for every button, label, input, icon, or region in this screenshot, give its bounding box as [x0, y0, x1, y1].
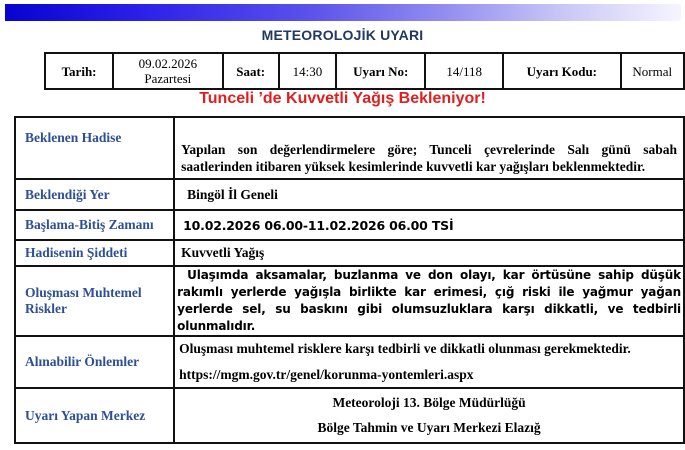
detail-row-beklendigi-yer [15, 179, 684, 210]
row-value-uyari-yapan-merkez [174, 388, 684, 443]
info-value-tarih: 09.02.2026 Pazartesi [113, 53, 222, 89]
info-label-uyari-no: Uyarı No: [336, 53, 425, 89]
info-label-saat: Saat: [223, 53, 279, 89]
row-label-olusmasi-muhtemel-riskler: Oluşması Muhtemel Riskler [15, 266, 174, 336]
row-value-beklenen-hadise: Yapılan son değerlendirmelere göre; Tunceli çevrelerinde Salı günü sabah saatlerinden itibaren yüksek kesimlerinde kuvvetli kar yağışları beklenmektedir. [174, 117, 684, 179]
row-label-alinabilir-onlemler: Alınabilir Önlemler [15, 336, 174, 388]
row-value-alinabilir-onlemler [174, 336, 684, 388]
info-table [44, 52, 685, 90]
row-value-olusmasi-muhtemel-riskler: Ulaşımda aksamalar, buzlanma ve don olayı, kar örtüsüne sahip düşük rakımlı yerlerde yağışla birlikte kar erimesi, çığ riski ile yağmur yağan yerlerde sel, su baskını gibi olumsuzluklara karşı dikkatli, ve tedbirli olunmalıdır. [174, 266, 684, 336]
info-value-saat: 14:30 [279, 53, 336, 89]
row-label-uyari-yapan-merkez: Uyarı Yapan Merkez [15, 388, 174, 443]
issuing-center-line1: Meteoroloji 13. Bölge Müdürlüğü [332, 395, 526, 410]
page-title: METEOROLOJİK UYARI [261, 27, 424, 43]
detail-row-olusmasi-muhtemel-riskler [15, 266, 684, 336]
info-value-uyari-kodu: Normal [621, 53, 684, 89]
info-value-uyari-no: 14/118 [425, 53, 503, 89]
row-label-hadisenin-siddeti: Hadisenin Şiddeti [15, 240, 174, 266]
row-label-baslama-bitis-zamani: Başlama-Bitiş Zamanı [15, 210, 174, 240]
detail-row-uyari-yapan-merkez [15, 388, 684, 443]
info-label-uyari-kodu: Uyarı Kodu: [503, 53, 620, 89]
row-value-hadisenin-siddeti: Kuvvetli Yağış [174, 240, 684, 266]
row-label-beklendigi-yer: Beklendiği Yer [15, 179, 174, 210]
issuing-center-line2: Bölge Tahmin ve Uyarı Merkezi Elazığ [317, 420, 541, 435]
precaution-text: Oluşması muhtemel risklere karşı tedbirli ve dikkatli olunması gerekmektedir. [179, 341, 631, 356]
detail-table [14, 116, 685, 444]
row-value-beklendigi-yer: Bingöl İl Geneli [174, 179, 684, 210]
detail-row-hadisenin-siddeti [15, 240, 684, 266]
detail-row-beklenen-hadise [15, 117, 684, 179]
detail-row-baslama-bitis-zamani [15, 210, 684, 240]
row-value-baslama-bitis-zamani: 10.02.2026 06.00-11.02.2026 06.00 TSİ [174, 210, 684, 240]
row-label-beklenen-hadise: Beklenen Hadise [15, 117, 174, 179]
info-label-tarih: Tarih: [45, 53, 113, 89]
precaution-url-link[interactable]: https://mgm.gov.tr/genel/korunma-yontemleri.aspx [179, 367, 474, 382]
decorative-gradient-bar [5, 4, 681, 21]
warning-headline: Tunceli ’de Kuvvetli Yağış Bekleniyor! [199, 90, 486, 107]
detail-row-alinabilir-onlemler [15, 336, 684, 388]
